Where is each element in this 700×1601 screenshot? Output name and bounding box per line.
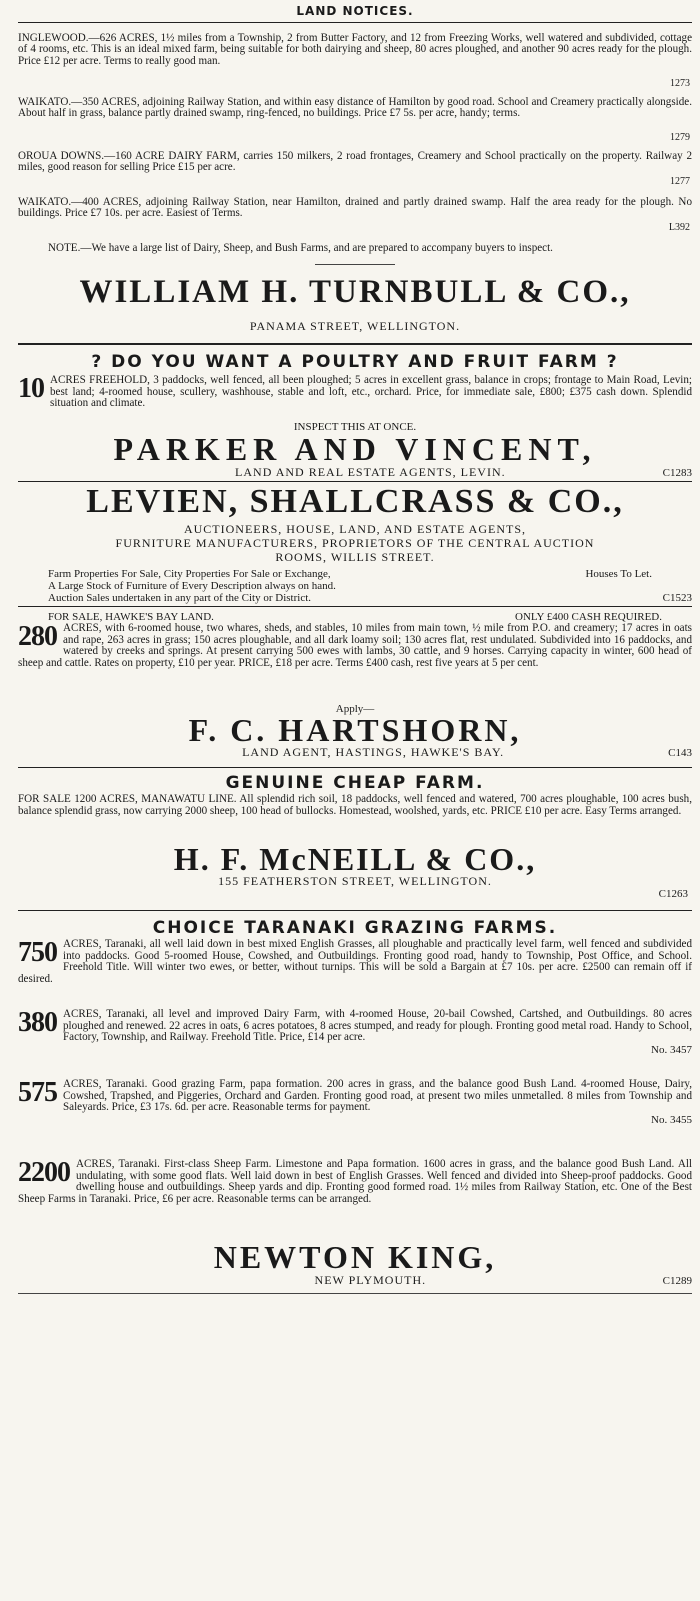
cheap-text: FOR SALE 1200 ACRES, MANAWATU LINE. All splendid rich soil, 18 paddocks, well fenced and watered, 700 acres ploughable, 100 acres bush, balance splendid grass, now carrying 2000 sheep, 100 head of bullocks. Homestead, woolshed, yards, etc. PRICE £10 per acre. Easy Terms arranged.	[18, 793, 692, 817]
notice-inglewood	[18, 33, 692, 89]
taranaki-text: ACRES, Taranaki, all well laid down in best mixed English Grasses, all ploughable and practically level farm, well fenced and subdivided into paddocks. Good 5-roomed House, Cowshed, and Outbuildings. Fronting good road, handy to Township, Post Office, and School. Freehold Title. Will winter two ewes, or better, without turnips. This will be sold a Bargain at £7 10s. per acre. £2500 can remain off if desired.	[18, 938, 692, 985]
divider	[315, 264, 395, 265]
parker-name: PARKER AND VINCENT,	[113, 431, 597, 468]
taranaki-acres: 750	[18, 937, 57, 969]
hartshorn-sub: LAND AGENT, HASTINGS, HAWKE'S BAY.	[242, 745, 505, 760]
levien-sub3: ROOMS, WILLIS STREET.	[275, 550, 435, 565]
hawkes-right: ONLY £400 CASH REQUIRED.	[515, 611, 662, 624]
poultry-text: ACRES FREEHOLD, 3 paddocks, well fenced, all been ploughed; 5 acres in excellent grass, balance in crops; frontage to Main Road, Levin; best land; 4-roomed house, scullery, washhouse, stable and loft, etc., orchard. Price, for immediate sale, £800; £375 cash down. Splendid situation and climate.	[50, 374, 692, 410]
rule	[18, 767, 692, 768]
hartshorn-name: F. C. HARTSHORN,	[188, 712, 522, 749]
taranaki-acres: 380	[18, 1007, 57, 1039]
bottom-rule	[18, 1293, 692, 1294]
taranaki-2200	[18, 1159, 692, 1241]
levien-sub2: FURNITURE MANUFACTURERS, PROPRIETORS OF THE CENTRAL AUCTION	[115, 536, 595, 551]
levien-line1-right: Houses To Let.	[585, 568, 652, 581]
poultry-heading: ? DO YOU WANT A POULTRY AND FRUIT FARM ?	[91, 352, 619, 373]
levien-details	[18, 568, 692, 604]
cheap-heading: GENUINE CHEAP FARM.	[225, 773, 485, 794]
rule	[18, 910, 692, 911]
notice-text: INGLEWOOD.—626 ACRES, 1½ miles from a Township, 2 from Butter Factory, and 12 from Freezing Works, well watered and subdivided, cottage of 4 rooms, etc. This is an ideal mixed farm, being suitable for both dairying and sheep, 80 acres ploughed, and another 90 acres ready for the plough. Price £12 per acre. Terms to really good man.	[18, 32, 692, 67]
notice-ref: 1277	[670, 175, 690, 187]
taranaki-text: ACRES, Taranaki. First-class Sheep Farm. Limestone and Papa formation. 1600 acres in grass, and the balance good Bush Land. All undulating, with some good flats. Well laid down in best of English Grasses. Well fenced and divided into Sheep-proof paddocks. Good dwelling house and outbuildings. Sheep yards and dip. Fronting good formed road. 1½ miles from Railway Station, etc. One of the Best Sheep Farms in Taranaki. Price, £6 per acre. Reasonable terms can be arranged.	[18, 1158, 692, 1205]
hartshorn-ref: C143	[668, 747, 692, 760]
rule	[18, 343, 692, 345]
taranaki-380	[18, 1009, 692, 1079]
notice-waikato-400	[18, 197, 692, 233]
mcneill-sub: 155 FEATHERSTON STREET, WELLINGTON.	[218, 874, 492, 889]
rule	[18, 606, 692, 607]
levien-name: LEVIEN, SHALLCRASS & CO.,	[86, 483, 624, 521]
turnbull-address: PANAMA STREET, WELLINGTON.	[249, 319, 461, 334]
hawkes-apply: Apply—	[335, 703, 375, 716]
notice-oroua-downs	[18, 151, 692, 187]
mcneill-ref: C1263	[658, 888, 688, 901]
newton-ref: C1289	[662, 1275, 692, 1288]
notice-text: WAIKATO.—350 ACRES, adjoining Railway Station, and within easy distance of Hamilton by good road. School and Creamery practically alongside. About half in grass, balance partly drained swamp, ring-fenced, no buildings. Price £7 5s. per acre, handy; terms.	[18, 96, 692, 120]
taranaki-acres: 575	[18, 1077, 57, 1109]
parker-sub-row	[18, 465, 692, 479]
taranaki-acres: 2200	[18, 1157, 70, 1189]
notice-ref: 1273	[670, 77, 690, 89]
taranaki-heading: CHOICE TARANAKI GRAZING FARMS.	[152, 918, 558, 939]
hawkes-left: FOR SALE, HAWKE'S BAY LAND.	[48, 611, 214, 624]
turnbull-name: WILLIAM H. TURNBULL & CO.,	[79, 274, 631, 311]
hawkes-text: ACRES, with 6-roomed house, two whares, sheds, and stables, 10 miles from main town, ½ mile from P.O. and creamery; 17 acres in oats and rape, 263 acres in grass; 150 acres ploughable, and all dark loamy soil; 130 acres flat, rest undulated. Subdivided into 16 paddocks, and watered by creeks and springs. At present carrying 500 ewes with lambs, 30 cattle, and 9 horses. Carrying capacity in winter, 600 head of sheep and cattle. Rates on property, £10 per year. PRICE, £18 per acre. Terms £400 cash, rest five years at 5 per cent.	[18, 622, 692, 669]
newton-sub: NEW PLYMOUTH.	[314, 1273, 427, 1288]
newton-sub-row	[18, 1273, 692, 1287]
mcneill-name: H. F. McNEILL & CO.,	[173, 841, 537, 878]
inspect-line: INSPECT THIS AT ONCE.	[293, 421, 417, 434]
poultry-acres: 10	[18, 373, 44, 405]
turnbull-note: NOTE.—We have a large list of Dairy, Sheep, and Bush Farms, and are prepared to accompany buyers to inspect.	[48, 242, 553, 254]
levien-sub1: AUCTIONEERS, HOUSE, LAND, AND ESTATE AGENTS,	[183, 522, 527, 537]
parker-sub: LAND AND REAL ESTATE AGENTS, LEVIN.	[235, 465, 506, 480]
taranaki-575	[18, 1079, 692, 1159]
levien-line2: A Large Stock of Furniture of Every Description always on hand.	[48, 580, 336, 593]
masthead: LAND NOTICES.	[296, 4, 414, 18]
parker-ref: C1283	[662, 467, 692, 480]
taranaki-750	[18, 939, 692, 1009]
levien-line3: Auction Sales undertaken in any part of the City or District.	[48, 592, 312, 605]
levien-ref: C1523	[662, 592, 692, 605]
levien-line1	[48, 568, 692, 580]
levien-line3-row	[48, 592, 692, 604]
hartshorn-sub-row	[18, 745, 692, 759]
levien-line1-left: Farm Properties For Sale, City Properties For Sale or Exchange,	[48, 568, 331, 581]
turnbull-notices	[18, 23, 692, 254]
newton-name: NEWTON KING,	[213, 1239, 497, 1276]
taranaki-ref: No. 3455	[651, 1113, 692, 1126]
hawkes-ad	[18, 623, 692, 715]
notice-ref: 1279	[670, 131, 690, 143]
poultry-ad	[18, 375, 692, 433]
notice-text: WAIKATO.—400 ACRES, adjoining Railway Station, near Hamilton, drained and partly drained swamp. Half the area ready for the plough. No buildings. Price £7 10s. per acre. Easiest of Terms.	[18, 196, 692, 220]
notice-ref: L392	[668, 221, 690, 233]
notice-waikato-350	[18, 97, 692, 143]
taranaki-ref: No. 3457	[651, 1043, 692, 1056]
notice-text: OROUA DOWNS.—160 ACRE DAIRY FARM, carries 150 milkers, 2 road frontages, Creamery and School practically on the property. Railway 2 miles, good reason for selling Price £15 per acre.	[18, 150, 692, 174]
hawkes-acres: 280	[18, 621, 57, 653]
taranaki-text: ACRES, Taranaki, all level and improved Dairy Farm, with 4-roomed House, 20-bail Cowshed, Cartshed, and Outbuildings. 80 acres ploughed and renewed. 22 acres in oats, 6 acres potatoes, 8 acres stumped, and ready for plough. Fronting good metal road. Handy to School, Factory, Township, and Railway. Freehold Title. Price, £14 per acre.	[63, 1008, 692, 1044]
taranaki-text: ACRES, Taranaki. Good grazing Farm, papa formation. 200 acres in grass, and the balance good Bush Land. 4-roomed House, Dairy, Cowshed, Trapshed, and Piggeries, Orchard and Garden. Fronting good road, at present two miles unmetalled. 8 miles from Township and Saleyards. Price, £3 17s. 6d. per acre. Reasonable terms for payment.	[63, 1078, 692, 1114]
